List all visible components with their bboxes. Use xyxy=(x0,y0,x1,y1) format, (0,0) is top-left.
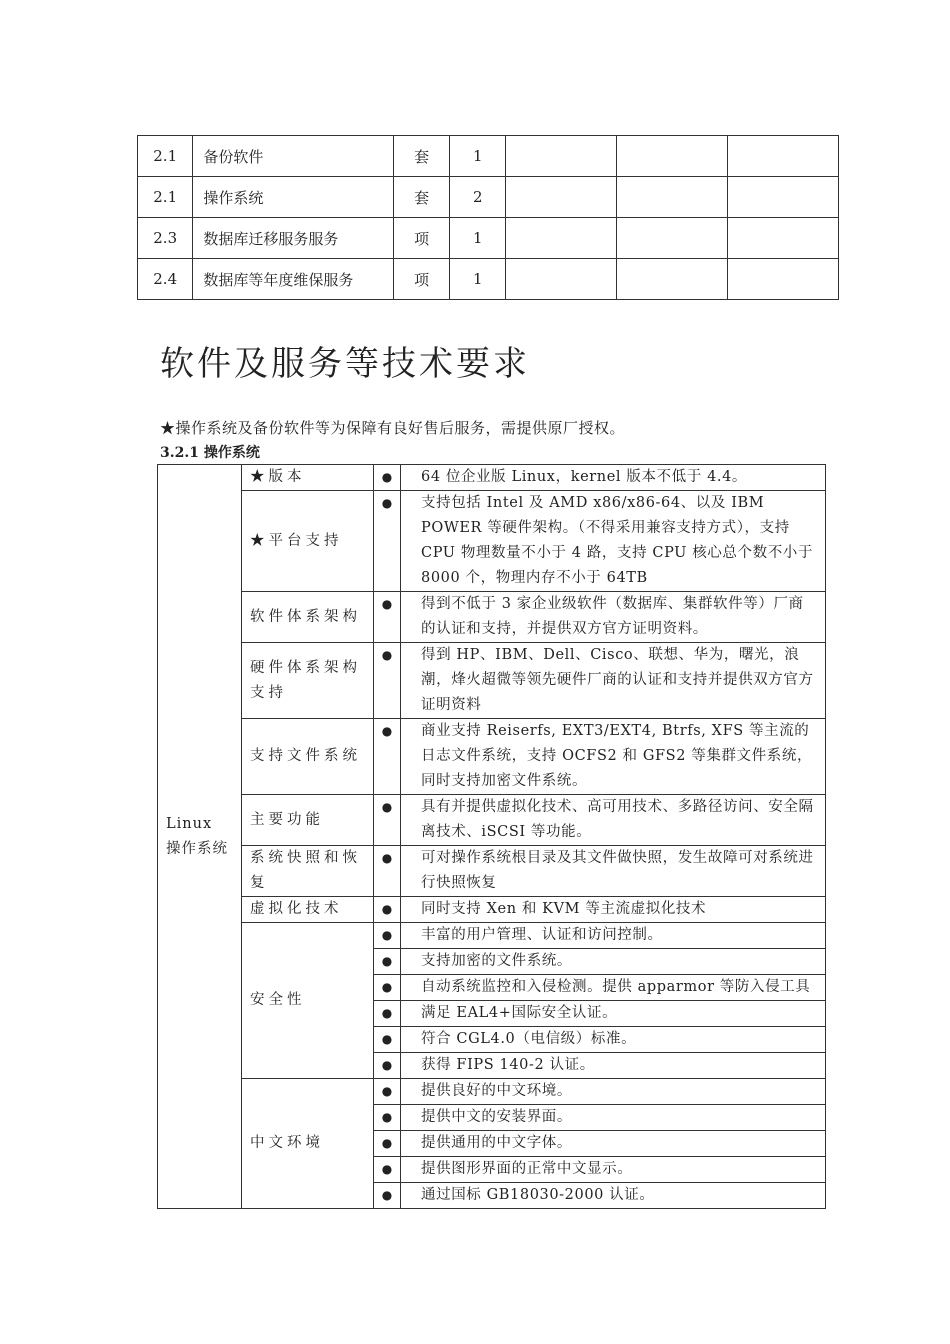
item-row xyxy=(138,177,839,218)
item-unit: 套 xyxy=(394,177,450,218)
item-unit: 项 xyxy=(394,218,450,259)
item-number: 2.1 xyxy=(138,136,193,177)
bullet-icon: ● xyxy=(374,719,401,795)
bullet-icon: ● xyxy=(374,846,401,897)
item-list-body xyxy=(138,136,839,300)
feature-cell: ★版本 xyxy=(242,465,374,491)
bullet-icon: ● xyxy=(374,1053,401,1079)
requirement-text: 获得 FIPS 140-2 认证。 xyxy=(401,1053,826,1079)
bullet-icon: ● xyxy=(374,975,401,1001)
item-name: 数据库等年度维保服务 xyxy=(193,259,394,300)
feature-chinese-env: 中文环境 xyxy=(242,1079,374,1209)
feature-cell: 虚拟化技术 xyxy=(242,897,374,923)
empty-cell xyxy=(617,259,728,300)
spec-row xyxy=(158,846,826,897)
empty-cell xyxy=(728,218,839,259)
section-note: ★操作系统及备份软件等为保障有良好售后服务，需提供原厂授权。 xyxy=(160,419,626,437)
bullet-icon: ● xyxy=(374,1079,401,1105)
bullet-icon: ● xyxy=(374,1105,401,1131)
bullet-icon: ● xyxy=(374,1157,401,1183)
bullet-icon: ● xyxy=(374,949,401,975)
feature-cell: ★平台支持 xyxy=(242,491,374,592)
requirement-text: 商业支持 Reiserfs, EXT3/EXT4, Btrfs, XFS 等主流的日志文件系统，支持 OCFS2 和 GFS2 等集群文件系统，同时支持加密文件系统。 xyxy=(401,719,826,795)
item-row xyxy=(138,136,839,177)
spec-row xyxy=(158,923,826,949)
item-list-table xyxy=(137,135,839,300)
requirement-text: 同时支持 Xen 和 KVM 等主流虚拟化技术 xyxy=(401,897,826,923)
empty-cell xyxy=(617,177,728,218)
feature-cell: 软件体系架构 xyxy=(242,592,374,643)
item-quantity: 1 xyxy=(450,259,506,300)
bullet-icon: ● xyxy=(374,1183,401,1209)
bullet-icon: ● xyxy=(374,1001,401,1027)
requirement-text: 提供良好的中文环境。 xyxy=(401,1079,826,1105)
os-spec-table xyxy=(157,464,826,1209)
requirement-text: 得到不低于 3 家企业级软件（数据库、集群软件等）厂商的认证和支持，并提供双方官方证明资料。 xyxy=(401,592,826,643)
spec-row xyxy=(158,643,826,719)
item-quantity: 1 xyxy=(450,136,506,177)
bullet-icon: ● xyxy=(374,1027,401,1053)
bullet-icon: ● xyxy=(374,643,401,719)
requirement-text: 提供中文的安装界面。 xyxy=(401,1105,826,1131)
item-name: 操作系统 xyxy=(193,177,394,218)
empty-cell xyxy=(728,136,839,177)
requirement-text: 提供图形界面的正常中文显示。 xyxy=(401,1157,826,1183)
feature-cell: 主要功能 xyxy=(242,795,374,846)
bullet-icon: ● xyxy=(374,592,401,643)
item-name: 数据库迁移服务服务 xyxy=(193,218,394,259)
item-number: 2.1 xyxy=(138,177,193,218)
empty-cell xyxy=(617,218,728,259)
bullet-icon: ● xyxy=(374,1131,401,1157)
item-number: 2.3 xyxy=(138,218,193,259)
item-unit: 套 xyxy=(394,136,450,177)
bullet-icon: ● xyxy=(374,795,401,846)
empty-cell xyxy=(728,259,839,300)
requirement-text: 64 位企业版 Linux，kernel 版本不低于 4.4。 xyxy=(401,465,826,491)
subsection-heading: 3.2.1 操作系统 xyxy=(160,445,260,461)
spec-row xyxy=(158,897,826,923)
item-quantity: 2 xyxy=(450,177,506,218)
bullet-icon: ● xyxy=(374,491,401,592)
spec-row xyxy=(158,592,826,643)
empty-cell xyxy=(728,177,839,218)
spec-row xyxy=(158,795,826,846)
spec-row xyxy=(158,491,826,592)
requirement-text: 得到 HP、IBM、Dell、Cisco、联想、华为，曙光，浪潮，烽火超微等领先硬件厂商的认证和支持并提供双方官方证明资料 xyxy=(401,643,826,719)
section-heading: 软件及服务等技术要求 xyxy=(160,344,530,384)
feature-cell: 支持文件系统 xyxy=(242,719,374,795)
requirement-text: 通过国标 GB18030-2000 认证。 xyxy=(401,1183,826,1209)
requirement-text: 支持包括 Intel 及 AMD x86/x86-64、以及 IBM POWER 等硬件架构。（不得采用兼容支持方式），支持 CPU 物理数量不小于 4 路，支持 CPU 核心总个数不小于 8000 个，物理内存不小于 64TB xyxy=(401,491,826,592)
item-quantity: 1 xyxy=(450,218,506,259)
bullet-icon: ● xyxy=(374,923,401,949)
item-unit: 项 xyxy=(394,259,450,300)
spec-row xyxy=(158,719,826,795)
empty-cell xyxy=(506,177,617,218)
requirement-text: 丰富的用户管理、认证和访问控制。 xyxy=(401,923,826,949)
requirement-text: 满足 EAL4+国际安全认证。 xyxy=(401,1001,826,1027)
requirement-text: 提供通用的中文字体。 xyxy=(401,1131,826,1157)
feature-security: 安全性 xyxy=(242,923,374,1079)
requirement-text: 符合 CGL4.0（电信级）标准。 xyxy=(401,1027,826,1053)
feature-cell: 系统快照和恢复 xyxy=(242,846,374,897)
requirement-text: 支持加密的文件系统。 xyxy=(401,949,826,975)
item-row xyxy=(138,218,839,259)
requirement-text: 自动系统监控和入侵检测。提供 apparmor 等防入侵工具 xyxy=(401,975,826,1001)
bullet-icon: ● xyxy=(374,465,401,491)
requirement-text: 具有并提供虚拟化技术、高可用技术、多路径访问、安全隔离技术、iSCSI 等功能。 xyxy=(401,795,826,846)
requirement-text: 可对操作系统根目录及其文件做快照，发生故障可对系统进行快照恢复 xyxy=(401,846,826,897)
empty-cell xyxy=(617,136,728,177)
os-spec-body xyxy=(158,465,826,1209)
empty-cell xyxy=(506,218,617,259)
feature-cell: 硬件体系架构支持 xyxy=(242,643,374,719)
item-row xyxy=(138,259,839,300)
item-number: 2.4 xyxy=(138,259,193,300)
empty-cell xyxy=(506,136,617,177)
spec-row xyxy=(158,1079,826,1105)
item-name: 备份软件 xyxy=(193,136,394,177)
category-cell: Linux 操作系统 xyxy=(158,465,242,1209)
empty-cell xyxy=(506,259,617,300)
spec-row xyxy=(158,465,826,491)
bullet-icon: ● xyxy=(374,897,401,923)
